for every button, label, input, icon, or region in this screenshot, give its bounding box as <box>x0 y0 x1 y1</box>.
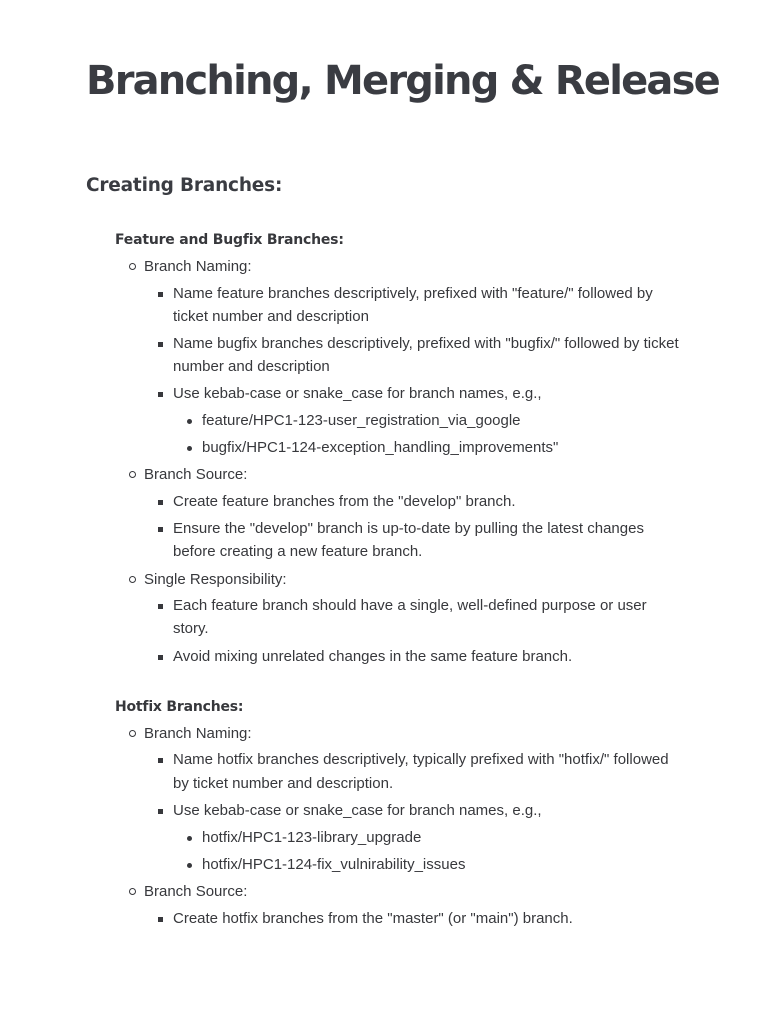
list-item-example-feature: feature/HPC1-123-user_registration_via_google <box>202 412 521 429</box>
list-item-hotfix-source-master: Create hotfix branches from the "master" (or "main") branch. <box>173 910 573 927</box>
list-item-single-purpose-line2: story. <box>173 620 209 637</box>
list-item-branch-source: Branch Source: <box>144 466 248 483</box>
list-item-bugfix-naming-line1: Name bugfix branches descriptively, prefixed with "bugfix/" followed by ticket <box>173 335 679 352</box>
square-bullet-icon <box>158 500 163 505</box>
page-title: Branching, Merging & Release <box>86 58 719 104</box>
list-item-source-develop: Create feature branches from the "develop" branch. <box>173 493 516 510</box>
square-bullet-icon <box>158 604 163 609</box>
list-item-bugfix-naming-line2: number and description <box>173 358 330 375</box>
list-item-feature-naming-line2: ticket number and description <box>173 308 369 325</box>
list-item-hotfix-naming-line1: Name hotfix branches descriptively, typically prefixed with "hotfix/" followed <box>173 751 669 768</box>
subsection-heading-hotfix: Hotfix Branches: <box>115 699 244 715</box>
square-bullet-icon <box>158 292 163 297</box>
list-item-hotfix-branch-source: Branch Source: <box>144 883 248 900</box>
square-bullet-icon <box>158 758 163 763</box>
list-item-single-responsibility: Single Responsibility: <box>144 571 287 588</box>
subsection-heading-feature-bugfix: Feature and Bugfix Branches: <box>115 232 344 248</box>
circle-bullet-icon <box>129 471 136 478</box>
section-heading-creating-branches: Creating Branches: <box>86 175 283 196</box>
square-bullet-icon <box>158 917 163 922</box>
circle-bullet-icon <box>129 730 136 737</box>
circle-bullet-icon <box>129 263 136 270</box>
square-bullet-icon <box>158 809 163 814</box>
square-bullet-icon <box>158 527 163 532</box>
list-item-source-uptodate-line2: before creating a new feature branch. <box>173 543 423 560</box>
list-item-case-convention: Use kebab-case or snake_case for branch names, e.g., <box>173 385 542 402</box>
disc-bullet-icon <box>187 419 192 424</box>
list-item-branch-naming: Branch Naming: <box>144 258 252 275</box>
list-item-hotfix-case-convention: Use kebab-case or snake_case for branch names, e.g., <box>173 802 542 819</box>
circle-bullet-icon <box>129 576 136 583</box>
list-item-example-hotfix-vulnerability: hotfix/HPC1-124-fix_vulnirability_issues <box>202 856 466 873</box>
list-item-avoid-mixing: Avoid mixing unrelated changes in the same feature branch. <box>173 648 573 665</box>
list-item-example-hotfix-library: hotfix/HPC1-123-library_upgrade <box>202 829 422 846</box>
square-bullet-icon <box>158 655 163 660</box>
disc-bullet-icon <box>187 863 192 868</box>
square-bullet-icon <box>158 392 163 397</box>
list-item-example-bugfix: bugfix/HPC1-124-exception_handling_improvements" <box>202 439 559 456</box>
circle-bullet-icon <box>129 888 136 895</box>
disc-bullet-icon <box>187 446 192 451</box>
list-item-single-purpose-line1: Each feature branch should have a single, well-defined purpose or user <box>173 597 647 614</box>
list-item-hotfix-branch-naming: Branch Naming: <box>144 725 252 742</box>
list-item-source-uptodate-line1: Ensure the "develop" branch is up-to-date by pulling the latest changes <box>173 520 644 537</box>
list-item-feature-naming-line1: Name feature branches descriptively, prefixed with "feature/" followed by <box>173 285 653 302</box>
square-bullet-icon <box>158 342 163 347</box>
disc-bullet-icon <box>187 836 192 841</box>
list-item-hotfix-naming-line2: by ticket number and description. <box>173 775 394 792</box>
